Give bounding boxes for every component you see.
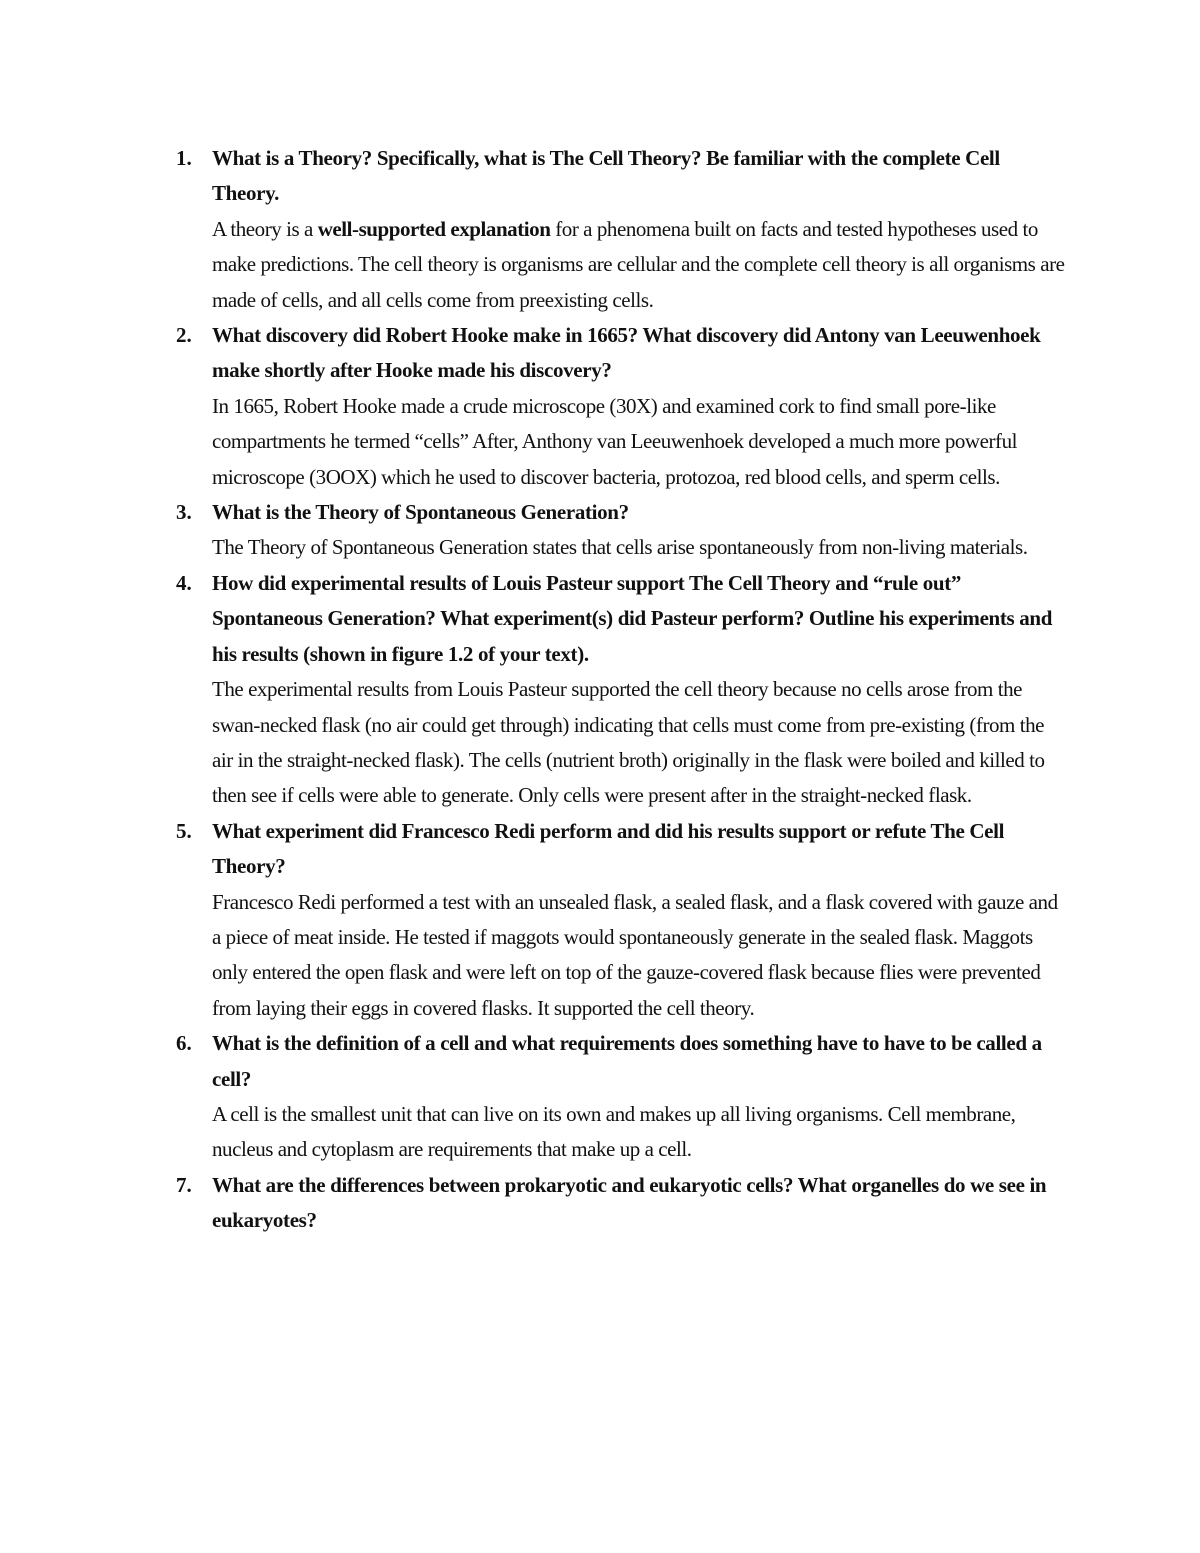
answer-text: The experimental results from Louis Pasteur supported the cell theory because no cells arose from the swan-necked flask (no air could get through) indicating that cells must come from pre-existing (from the air in the straight-necked flask). The cells (nutrient broth) originally in the flask were boiled and killed to then see if cells were able to generate. Only cells were present after in the straight-necked flask. <box>212 677 1045 808</box>
question-item-7 <box>176 1168 1066 1239</box>
question-text: How did experimental results of Louis Pasteur support The Cell Theory and “rule out” Spontaneous Generation? What experiment(s) did Pasteur perform? Outline his experiments and his results (shown in figure 1.2 of your text). <box>212 570 1053 666</box>
question-item-6 <box>176 1026 1066 1168</box>
answer-text: Francesco Redi performed a test with an unsealed flask, a sealed flask, and a flask covered with gauze and a piece of meat inside. He tested if maggots would spontaneously generate in the sealed flask. Maggots only entered the open flask and were left on top of the gauze-covered flask because flies were prevented from laying their eggs in covered flasks. It supported the cell theory. <box>212 889 1058 1020</box>
question-text: What is the definition of a cell and what requirements does something have to have to be called a cell? <box>212 1031 1042 1091</box>
question-item-1 <box>176 141 1066 318</box>
question-item-5 <box>176 814 1066 1026</box>
answer-text: In 1665, Robert Hooke made a crude microscope (30X) and examined cork to find small pore-like compartments he termed “cells” After, Anthony van Leeuwenhoek developed a much more powerful microscope (3OOX) which he used to discover bacteria, protozoa, red blood cells, and sperm cells. <box>212 393 1018 489</box>
question-text: What experiment did Francesco Redi perform and did his results support or refute The Cell Theory? <box>212 818 1005 879</box>
question-number: 3. <box>176 500 192 525</box>
answer-text: The Theory of Spontaneous Generation states that cells arise spontaneously from non-living materials. <box>212 535 1028 560</box>
question-list <box>176 141 1066 1239</box>
answer-text: A cell is the smallest unit that can live on its own and makes up all living organisms. Cell membrane, nucleus and cytoplasm are requirements that make up a cell. <box>212 1101 1016 1162</box>
answer-text <box>212 212 1066 318</box>
question-number: 6. <box>176 1031 192 1056</box>
question-item-3 <box>176 495 1066 566</box>
question-number: 7. <box>176 1172 192 1197</box>
question-text: What is a Theory? Specifically, what is The Cell Theory? Be familiar with the complete Cell Theory. <box>212 146 1000 206</box>
question-number: 4. <box>176 570 192 595</box>
question-item-2 <box>176 318 1066 495</box>
question-text: What discovery did Robert Hooke make in 1665? What discovery did Antony van Leeuwenhoek make shortly after Hooke made his discovery? <box>212 323 1041 383</box>
question-number: 5. <box>176 818 192 843</box>
answer-text-part: for a phenomena built on facts and tested hypotheses used to make predictions. The cell theory is organisms are cellular and the complete cell theory is all organisms are made of cells, and all cells come from preexisting cells. <box>212 216 1065 312</box>
question-item-4 <box>176 566 1066 814</box>
answer-bold-phrase: well-supported explanation <box>317 216 551 241</box>
answer-text-part: A theory is a <box>212 216 318 241</box>
question-number: 1. <box>176 146 192 170</box>
question-number: 2. <box>176 323 192 348</box>
question-text: What is the Theory of Spontaneous Generation? <box>212 500 629 525</box>
question-text: What are the differences between prokaryotic and eukaryotic cells? What organelles do we see in eukaryotes? <box>212 1172 1047 1233</box>
